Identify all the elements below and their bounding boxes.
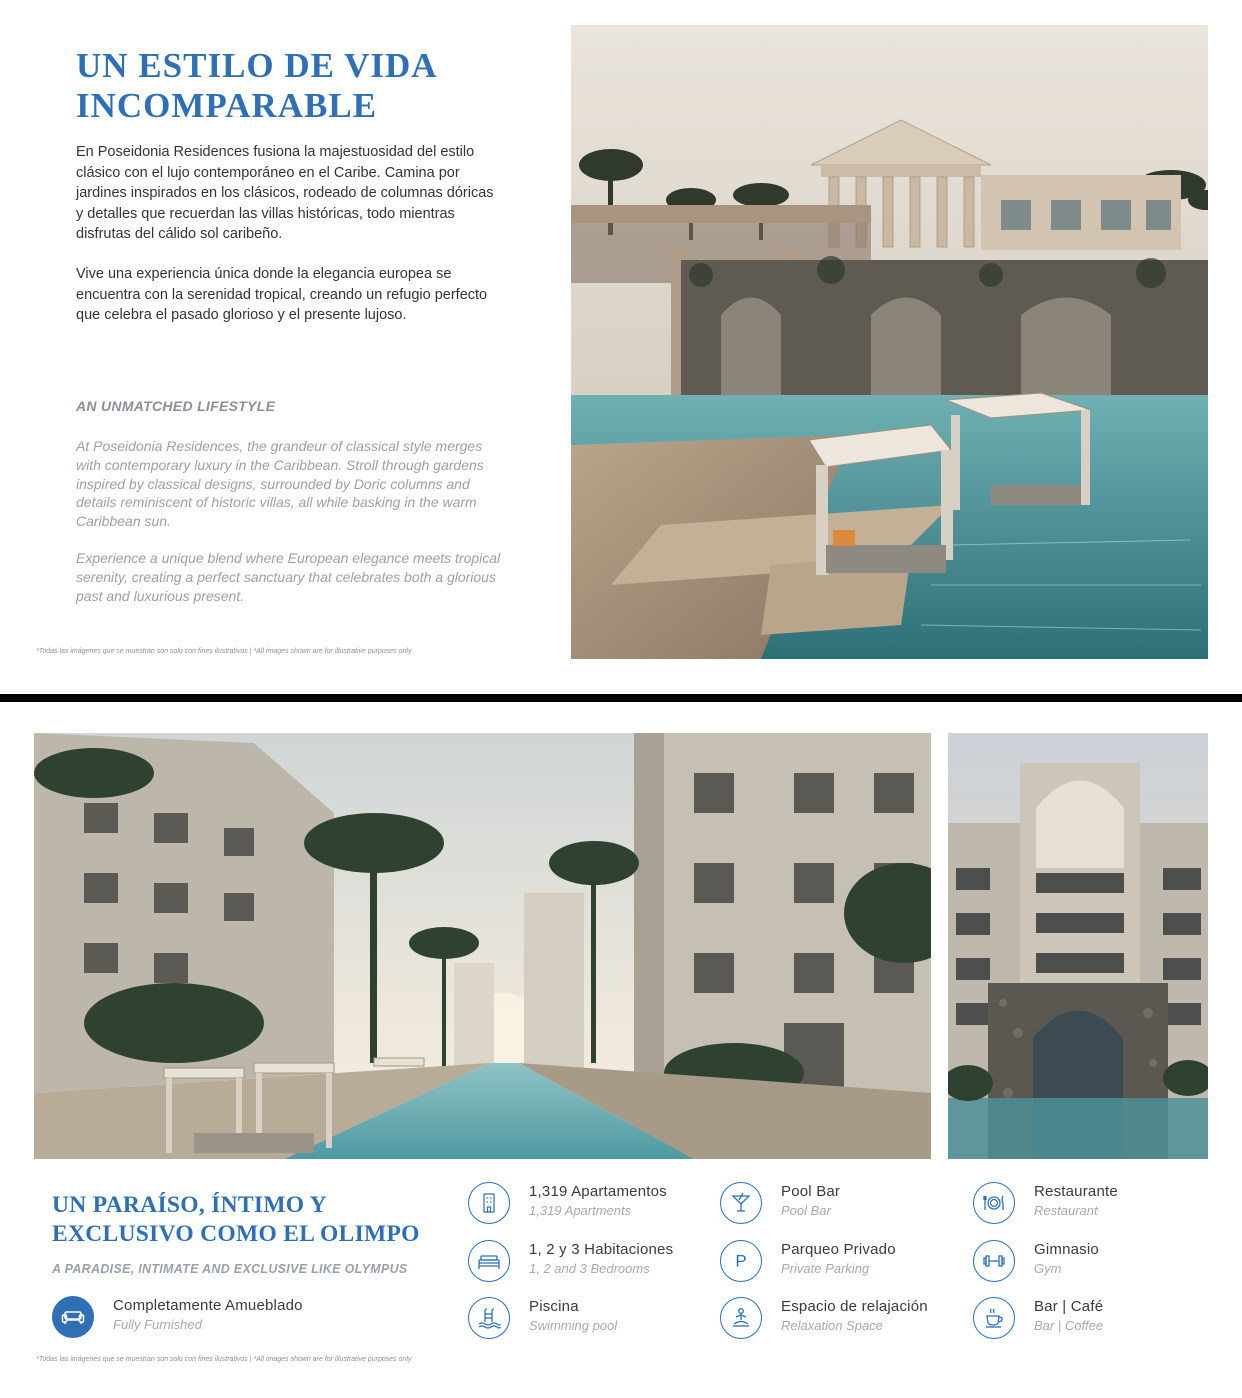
dumbbell-icon [973,1240,1015,1282]
paragraph-english: Experience a unique blend where European elegance meets tropical serenity, creating a perfect sanctuary that celebrates both a glorious past and luxurious present. [76,550,501,604]
parking-letter: P [735,1251,747,1271]
arch-tower-rendering [948,733,1208,1159]
amenity-label-en: Private Parking [781,1261,870,1276]
amenity-pool [468,1297,708,1341]
pool-cabana-rendering [571,25,1208,659]
amenity-parking [720,1240,960,1284]
amenity-label-es: Completamente Amueblado [113,1297,303,1314]
cocktail-icon [720,1182,762,1224]
subtitle-english: AN UNMATCHED LIFESTYLE [76,398,276,414]
amenity-label-es: 1, 2 y 3 Habitaciones [529,1241,674,1258]
paragraph-spanish: Vive una experiencia única donde la elegancia europea se encuentra con la serenidad tropical, creando un refugio perfecto que celebra el pasado glorioso y el presente lujoso. [76,266,488,324]
page-title [76,46,546,126]
title-line: UN PARAÍSO, ÍNTIMO Y [52,1192,327,1218]
amenity-bar-cafe [973,1297,1203,1341]
meditation-icon [720,1297,762,1339]
amenity-label-es: Gimnasio [1034,1241,1099,1258]
title-line: EXCLUSIVO COMO EL OLIMPO [52,1221,420,1247]
amenity-label-en: Swimming pool [529,1318,618,1333]
bed-icon [468,1240,510,1282]
amenity-bedrooms [468,1240,708,1284]
amenity-label-en: Pool Bar [781,1203,831,1218]
amenity-label-en: Relaxation Space [781,1318,883,1333]
amenity-restaurant [973,1182,1203,1226]
paragraph-english: At Poseidonia Residences, the grandeur of classical style merges with contemporary luxury in the Caribbean. Stroll through gardens inspired by classical designs, surrounded by Doric columns and details reminiscent of historic villas, all while basking in the warm Caribbean sun. [76,438,484,530]
amenity-apartments [468,1182,708,1226]
sofa-icon [52,1296,94,1338]
amenity-label-es: Pool Bar [781,1183,841,1200]
page-divider [0,694,1242,702]
brochure-page-lifestyle [0,0,1242,694]
amenity-label-en: Bar | Coffee [1034,1318,1104,1333]
amenity-label-es: Espacio de relajación [781,1298,928,1315]
image-disclaimer: *Todas las imágenes que se muestran son solo con fines ilustrativos | *All images shown are for illustrative purposes only [36,648,412,655]
plate-cutlery-icon [973,1182,1015,1224]
parking-icon [720,1240,762,1282]
amenity-pool-bar [720,1182,960,1226]
image-disclaimer: *Todas las imágenes que se muestran son solo con fines ilustrativos | *All images shown are for illustrative purposes only [36,1356,412,1363]
amenity-label-es: Bar | Café [1034,1298,1104,1315]
amenity-relaxation [720,1297,980,1341]
amenity-label-es: 1,319 Apartamentos [529,1183,667,1200]
amenity-label-es: Piscina [529,1298,579,1315]
coffee-cup-icon [973,1297,1015,1339]
building-icon [468,1182,510,1224]
amenity-label-en: Fully Furnished [113,1317,202,1332]
amenity-label-en: Restaurant [1034,1203,1098,1218]
amenity-gym [973,1240,1203,1284]
amenity-label-en: 1, 2 and 3 Bedrooms [529,1261,650,1276]
amenity-label-es: Parqueo Privado [781,1241,896,1258]
pool-ladder-icon [468,1297,510,1339]
amenity-label-en: Gym [1034,1261,1062,1276]
canal-pool-rendering [34,733,931,1159]
paragraph-spanish: En Poseidonia Residences fusiona la majestuosidad del estilo clásico con el lujo contemporáneo en el Caribe. Camina por jardines inspirados en los clásicos, rodeado de columnas dóricas y detalles que recuerdan las villas históricas, todo mientras disfrutas del cálido sol caribeño. [76,144,494,243]
title-line: INCOMPARABLE [76,86,378,125]
amenity-furnished [52,1296,432,1340]
amenities-subtitle-english: A PARADISE, INTIMATE AND EXCLUSIVE LIKE OLYMPUS [52,1262,408,1276]
amenity-label-es: Restaurante [1034,1183,1118,1200]
amenities-title [52,1191,452,1249]
title-line: UN ESTILO DE VIDA [76,46,438,85]
amenity-label-en: 1,319 Apartments [529,1203,632,1218]
